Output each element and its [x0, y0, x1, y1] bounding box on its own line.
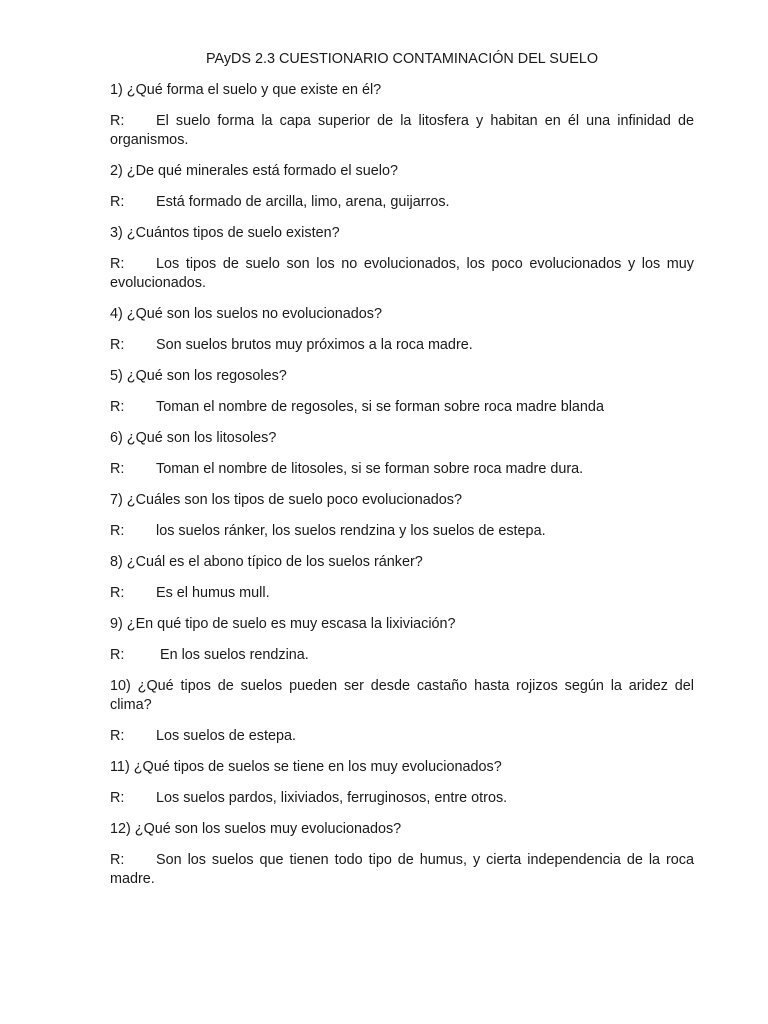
qa-item	[110, 429, 694, 479]
qa-item	[110, 758, 694, 808]
answer-text: Los tipos de suelo son los no evolucionados, los poco evolucionados y los muy evolucionados.	[110, 256, 694, 291]
answer-text: los suelos ránker, los suelos rendzina y los suelos de estepa.	[156, 523, 546, 539]
qa-item	[110, 820, 694, 889]
answer-prefix: R:	[110, 647, 125, 663]
answer-prefix: R:	[110, 461, 125, 477]
question-text: 12) ¿Qué son los suelos muy evolucionados?	[110, 821, 402, 837]
answer-text: Son los suelos que tienen todo tipo de humus, y cierta independencia de la roca madre.	[110, 852, 694, 887]
answer-prefix: R:	[110, 337, 125, 353]
qa-item	[110, 224, 694, 293]
answer-prefix: R:	[110, 728, 125, 744]
qa-item	[110, 81, 694, 150]
answer-paragraph	[110, 727, 694, 746]
document-title: PAyDS 2.3 CUESTIONARIO CONTAMINACIÓN DEL SUELO	[205, 51, 599, 67]
qa-item	[110, 491, 694, 541]
answer-text: Está formado de arcilla, limo, arena, guijarros.	[156, 194, 450, 210]
answer-prefix: R:	[110, 790, 125, 806]
answer-text: Es el humus mull.	[156, 585, 270, 601]
answer-paragraph	[110, 255, 694, 293]
qa-item	[110, 162, 694, 212]
answer-prefix: R:	[110, 523, 125, 539]
answer-paragraph	[110, 646, 694, 665]
answer-text: Toman el nombre de regosoles, si se forman sobre roca madre blanda	[156, 399, 604, 415]
question-text: 4) ¿Qué son los suelos no evolucionados?	[110, 306, 382, 322]
answer-paragraph	[110, 522, 694, 541]
answer-paragraph	[110, 398, 694, 417]
answer-paragraph	[110, 789, 694, 808]
answer-paragraph	[110, 460, 694, 479]
answer-prefix: R:	[110, 256, 125, 272]
answer-prefix: R:	[110, 194, 125, 210]
answer-text: Toman el nombre de litosoles, si se forman sobre roca madre dura.	[156, 461, 584, 477]
answer-prefix: R:	[110, 852, 125, 868]
question-text: 1) ¿Qué forma el suelo y que existe en él?	[110, 82, 382, 98]
qa-item	[110, 367, 694, 417]
qa-item	[110, 677, 694, 746]
answer-text: Son suelos brutos muy próximos a la roca madre.	[156, 337, 473, 353]
answer-text: Los suelos de estepa.	[156, 728, 297, 744]
answer-text: En los suelos rendzina.	[160, 647, 309, 663]
question-text: 5) ¿Qué son los regosoles?	[110, 368, 287, 384]
answer-prefix: R:	[110, 399, 125, 415]
question-text: 6) ¿Qué son los litosoles?	[110, 430, 277, 446]
question-text: 10) ¿Qué tipos de suelos pueden ser desde castaño hasta rojizos según la aridez del clima?	[110, 678, 694, 713]
answer-paragraph	[110, 851, 694, 889]
question-text: 8) ¿Cuál es el abono típico de los suelos ránker?	[110, 554, 423, 570]
answer-paragraph	[110, 193, 694, 212]
answer-prefix: R:	[110, 585, 125, 601]
answer-paragraph	[110, 584, 694, 603]
question-text: 3) ¿Cuántos tipos de suelo existen?	[110, 225, 340, 241]
question-text: 9) ¿En qué tipo de suelo es muy escasa la lixiviación?	[110, 616, 456, 632]
qa-item	[110, 615, 694, 665]
answer-prefix: R:	[110, 113, 125, 129]
answer-paragraph	[110, 112, 694, 150]
question-text: 11) ¿Qué tipos de suelos se tiene en los muy evolucionados?	[110, 759, 502, 775]
answer-text: Los suelos pardos, lixiviados, ferruginosos, entre otros.	[156, 790, 508, 806]
question-text: 7) ¿Cuáles son los tipos de suelo poco evolucionados?	[110, 492, 462, 508]
answer-text: El suelo forma la capa superior de la litosfera y habitan en él una infinidad de organismos.	[110, 113, 694, 148]
answer-paragraph	[110, 336, 694, 355]
qa-item	[110, 553, 694, 603]
question-text: 2) ¿De qué minerales está formado el suelo?	[110, 163, 398, 179]
qa-item	[110, 305, 694, 355]
document-page	[110, 50, 694, 901]
